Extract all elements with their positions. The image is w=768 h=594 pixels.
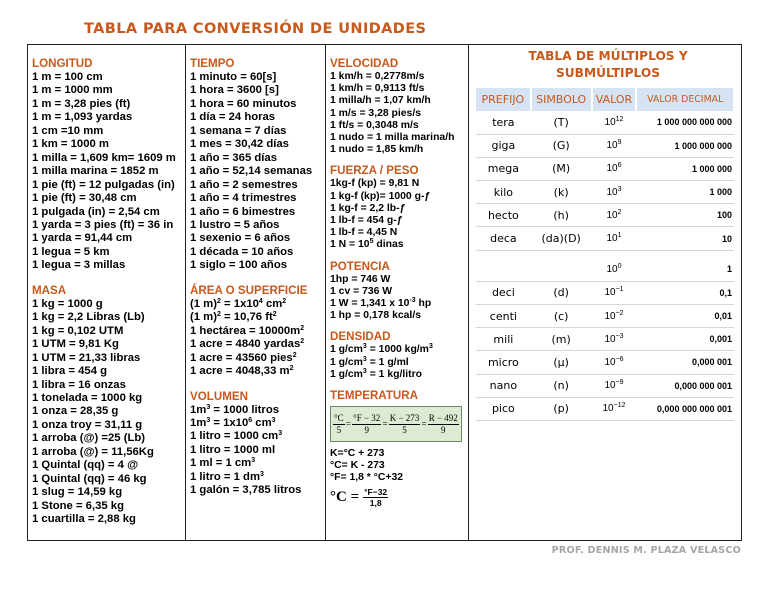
area-item — [190, 325, 324, 338]
masa-item: 1 onza troy = 31,11 g — [32, 418, 143, 431]
cell-prefijo: deca — [476, 227, 531, 250]
valor-base: 10 — [606, 263, 618, 275]
potencia-text: 1 W = 1,341 x 10 — [330, 298, 410, 310]
potencia-text: 1hp = 746 W — [330, 273, 391, 285]
table-row — [476, 305, 734, 328]
section-heading-velocidad: VELOCIDAD — [330, 57, 399, 70]
table-row — [476, 258, 734, 281]
area-item — [190, 352, 324, 365]
header-simbolo: SIMBOLO — [531, 88, 592, 111]
valor-base: 10 — [602, 403, 614, 415]
fuerza-item — [330, 203, 467, 215]
volumen-text: 1 litro = 1 dm — [190, 470, 260, 483]
fuerza-item — [330, 178, 467, 190]
valor-base: 10 — [604, 310, 616, 322]
celsius-formula — [330, 487, 467, 508]
table-row — [476, 157, 734, 180]
section-heading-fuerza: FUERZA / PESO — [330, 164, 419, 178]
table-row — [476, 111, 734, 134]
volumen-item — [190, 484, 324, 497]
cell-valor — [592, 258, 637, 281]
densidad-text: = 1000 kg/m — [366, 344, 429, 356]
longitud-item: 1 pie (ft) = 12 pulgadas (in) — [32, 178, 175, 191]
area-text: 1 hectárea = 10000m — [190, 324, 301, 337]
header-valor-decimal: VALOR DECIMAL — [636, 88, 734, 111]
cell-simbolo: (c) — [531, 305, 592, 328]
formula-denominator: 5 — [402, 424, 407, 435]
cell-prefijo: tera — [476, 111, 531, 134]
area-exponent: 2 — [282, 297, 287, 305]
masa-item: 1 libra = 16 onzas — [32, 378, 126, 391]
celsius-fraction-den: 1,8 — [369, 497, 382, 508]
tiempo-item: 1 año = 6 bimestres — [190, 205, 296, 218]
area-text: cm — [262, 297, 283, 310]
cell-valor — [592, 134, 637, 157]
tiempo-item: 1 año = 52,14 semanas — [190, 165, 313, 178]
tiempo-item: 1 minuto = 60[s] — [190, 71, 277, 83]
cell-valor — [592, 181, 637, 204]
tiempo-item: 1 día = 24 horas — [190, 111, 276, 124]
table-row — [476, 281, 734, 304]
area-exponent: 2 — [272, 311, 277, 319]
tiempo-item: 1 hora = 60 minutos — [190, 97, 297, 110]
masa-item: 1 slug = 14,59 kg — [32, 486, 123, 499]
densidad-item — [330, 369, 467, 381]
longitud-item: 1 m = 100 cm — [32, 71, 103, 83]
longitud-item: 1 yarda = 3 pies (ft) = 36 in — [32, 218, 174, 231]
valor-exponent: 1 — [617, 232, 622, 240]
valor-base: 10 — [606, 186, 618, 198]
fuerza-text: 1 lb-f = 4,45 N — [330, 227, 398, 239]
cell-valor-decimal: 100 — [636, 204, 734, 227]
valor-exponent: −9 — [615, 379, 624, 387]
potencia-item — [330, 310, 467, 322]
tiempo-item: 1 sexenio = 6 años — [190, 232, 291, 245]
table-row — [476, 397, 734, 420]
fuerza-list — [330, 178, 467, 251]
masa-item: 1 kg = 1000 g — [32, 297, 103, 310]
formula-equals: = — [345, 418, 351, 429]
formula-fraction — [352, 413, 381, 436]
potencia-item — [330, 298, 467, 310]
volumen-text: cm — [252, 416, 272, 429]
cell-valor-decimal: 1 — [636, 258, 734, 281]
area-text: = 1x10 — [220, 297, 259, 310]
longitud-item: 1 legua = 5 km — [32, 245, 110, 258]
masa-item: 1 UTM = 9,81 Kg — [32, 338, 119, 351]
velocidad-item: 1 nudo = 1,85 km/h — [330, 144, 424, 156]
cell-valor — [592, 111, 637, 134]
fuerza-text: 1 kg-f (kp)= 1000 g-ƒ — [330, 190, 431, 202]
area-item — [190, 365, 324, 378]
cell-prefijo: micro — [476, 351, 531, 374]
longitud-item: 1 km = 1000 m — [32, 138, 109, 151]
tiempo-list — [190, 71, 324, 273]
densidad-text: = 1 kg/litro — [366, 368, 422, 380]
area-text: 1 acre = 4048,33 m — [190, 365, 290, 378]
velocidad-item: 1 ft/s = 0,3048 m/s — [330, 119, 419, 131]
longitud-list — [32, 71, 182, 273]
cell-valor — [592, 351, 637, 374]
densidad-text: 1 g/cm — [330, 356, 363, 368]
cell-prefijo: mili — [476, 328, 531, 351]
column-velocidad-temperatura — [330, 57, 467, 508]
celsius-formula-lhs: °C = — [330, 489, 360, 506]
fuerza-text: 1 kg-f = 2,2 lb-ƒ — [330, 202, 406, 214]
masa-item: 1 arroba (@) =25 (Lb) — [32, 432, 146, 445]
masa-item: 1 kg = 0,102 UTM — [32, 324, 124, 337]
cell-simbolo: (p) — [531, 397, 592, 420]
volumen-exponent: 6 — [248, 416, 253, 424]
section-heading-longitud: LONGITUD — [32, 57, 93, 70]
cell-valor — [592, 157, 637, 180]
cell-prefijo: kilo — [476, 181, 531, 204]
formula-numerator: K − 273 — [389, 412, 420, 423]
potencia-item — [330, 274, 467, 286]
tiempo-item: 1 hora = 3600 [s] — [190, 84, 279, 97]
longitud-item: 1 yarda = 91,44 cm — [32, 232, 133, 245]
tiempo-item: 1 semana = 7 días — [190, 124, 287, 137]
header-prefijo: PREFIJO — [476, 88, 531, 111]
cell-simbolo: (h) — [531, 204, 592, 227]
area-exponent: 2 — [217, 297, 221, 305]
area-exponent: 2 — [292, 351, 297, 359]
cell-valor-decimal: 1 000 000 000 — [636, 134, 734, 157]
tiempo-item: 1 año = 2 semestres — [190, 178, 298, 191]
valor-exponent: −12 — [613, 402, 626, 410]
densidad-exponent: 3 — [428, 343, 433, 351]
velocidad-item: 1 m/s = 3,28 pies/s — [330, 107, 421, 119]
densidad-exponent: 3 — [362, 367, 367, 375]
fuerza-text: 1kg-f (kp) = 9,81 N — [330, 178, 420, 190]
longitud-item: 1 pie (ft) = 30,48 cm — [32, 192, 137, 205]
area-text: 1 acre = 4840 yardas — [190, 338, 301, 351]
table-spacer — [476, 250, 734, 258]
fuerza-item — [330, 191, 467, 203]
densidad-exponent: 3 — [362, 355, 367, 363]
valor-exponent: 6 — [617, 162, 622, 170]
table-row — [476, 204, 734, 227]
column-divider — [468, 44, 469, 541]
area-text: = 10,76 ft — [220, 311, 273, 324]
celsius-fraction — [363, 487, 388, 508]
temperatura-list — [330, 448, 467, 485]
valor-exponent: 0 — [617, 262, 622, 270]
volumen-exponent: 3 — [278, 430, 283, 438]
valor-base: 10 — [604, 116, 616, 128]
volumen-item — [190, 471, 324, 484]
cell-prefijo: pico — [476, 397, 531, 420]
area-exponent: 4 — [258, 297, 263, 305]
formula-fraction — [389, 413, 421, 436]
masa-list — [32, 298, 182, 527]
cell-valor-decimal: 1 000 000 — [636, 157, 734, 180]
fuerza-text: 1 N = 10 — [330, 239, 370, 251]
cell-valor-decimal: 1 000 000 000 000 — [636, 111, 734, 134]
volumen-text: 1 litro = 1000 cm — [190, 430, 279, 443]
densidad-text: 1 g/cm — [330, 368, 363, 380]
cell-valor — [592, 227, 637, 250]
column-divider — [325, 44, 326, 541]
longitud-item: 1 cm =10 mm — [32, 124, 104, 137]
cell-valor-decimal: 1 000 — [636, 181, 734, 204]
valor-exponent: −1 — [615, 286, 624, 294]
table-row — [476, 351, 734, 374]
fuerza-text: dinas — [373, 239, 404, 251]
column-divider — [185, 44, 186, 541]
area-text: (1 m) — [190, 311, 217, 324]
cell-prefijo: giga — [476, 134, 531, 157]
cell-valor — [592, 305, 637, 328]
valor-exponent: −2 — [615, 309, 624, 317]
longitud-item: 1 legua = 3 millas — [32, 259, 126, 272]
masa-item: 1 tonelada = 1000 kg — [32, 391, 143, 404]
temperatura-item: K=°C + 273 — [330, 448, 385, 460]
area-exponent: 2 — [217, 311, 221, 319]
tiempo-item: 1 lustro = 5 años — [190, 218, 280, 231]
area-text: (1 m) — [190, 297, 217, 310]
longitud-item: 1 milla marina = 1852 m — [32, 165, 159, 178]
cell-simbolo: (μ) — [531, 351, 592, 374]
multiplos-title — [475, 48, 741, 82]
cell-prefijo: mega — [476, 157, 531, 180]
valor-base: 10 — [604, 333, 616, 345]
valor-exponent: 2 — [617, 208, 622, 216]
table-row — [476, 328, 734, 351]
tiempo-item: 1 siglo = 100 años — [190, 259, 288, 272]
formula-numerator: °F − 32 — [353, 412, 381, 423]
area-list — [190, 298, 324, 379]
cell-simbolo: (n) — [531, 374, 592, 397]
section-heading-potencia: POTENCIA — [330, 259, 390, 273]
table-row — [476, 227, 734, 250]
valor-base: 10 — [604, 356, 616, 368]
table-row — [476, 134, 734, 157]
volumen-text: 1 ml = 1 cm — [190, 457, 252, 470]
formula-denominator: 9 — [441, 424, 446, 435]
multiplos-header-row — [476, 88, 734, 111]
densidad-exponent: 3 — [362, 343, 367, 351]
potencia-item — [330, 286, 467, 298]
author-credit: PROF. DENNIS M. PLAZA VELASCO — [551, 545, 741, 556]
velocidad-item: 1 milla/h = 1,07 km/h — [330, 95, 431, 107]
formula-equals: = — [421, 418, 427, 429]
masa-item: 1 Quintal (qq) = 4 @ — [32, 459, 139, 472]
masa-item: 1 libra = 454 g — [32, 365, 108, 378]
valor-exponent: 12 — [615, 115, 624, 123]
velocidad-item: 1 km/h = 0,9113 ft/s — [330, 83, 425, 95]
cell-simbolo: (T) — [531, 111, 592, 134]
valor-base: 10 — [606, 209, 618, 221]
area-exponent: 2 — [300, 338, 305, 346]
volumen-exponent: 3 — [206, 416, 211, 424]
masa-item: 1 UTM = 21,33 libras — [32, 351, 141, 364]
valor-base: 10 — [604, 380, 616, 392]
cell-prefijo: hecto — [476, 204, 531, 227]
section-heading-densidad: DENSIDAD — [330, 330, 391, 344]
cell-valor — [592, 281, 637, 304]
header-valor: VALOR — [592, 88, 637, 111]
cell-simbolo: (m) — [531, 328, 592, 351]
cell-valor — [592, 397, 637, 420]
valor-exponent: −6 — [615, 355, 624, 363]
densidad-text: = 1 g/ml — [366, 356, 409, 368]
section-heading-area: ÁREA O SUPERFICIE — [190, 283, 308, 297]
volumen-item — [190, 404, 324, 417]
formula-fraction — [333, 413, 345, 436]
longitud-item: 1 pulgada (in) = 2,54 cm — [32, 205, 160, 218]
cell-prefijo: deci — [476, 281, 531, 304]
cell-valor-decimal: 0,000 001 — [636, 351, 734, 374]
masa-item: 1 onza = 28,35 g — [32, 405, 119, 418]
temperature-formula — [330, 406, 462, 442]
cell-valor — [592, 328, 637, 351]
fuerza-item — [330, 215, 467, 227]
potencia-text: hp — [415, 298, 432, 310]
cell-valor — [592, 374, 637, 397]
volumen-item — [190, 417, 324, 430]
page-title: TABLA PARA CONVERSIÓN DE UNIDADES — [84, 21, 427, 37]
volumen-text: 1 galón = 3,785 litros — [190, 484, 302, 497]
velocidad-item: 1 km/h = 0,2778m/s — [330, 71, 425, 82]
cell-valor-decimal: 0,000 000 001 — [636, 374, 734, 397]
formula-equals: = — [382, 418, 388, 429]
volumen-text: 1m — [190, 403, 207, 416]
cell-valor-decimal: 0,01 — [636, 305, 734, 328]
cell-simbolo: (da)(D) — [531, 227, 592, 250]
masa-item: 1 Quintal (qq) = 46 kg — [32, 472, 147, 485]
column-longitud-masa — [32, 57, 182, 527]
cell-simbolo: (M) — [531, 157, 592, 180]
volumen-text: 1m — [190, 416, 207, 429]
tiempo-item: 1 año = 365 días — [190, 151, 277, 164]
multiplos-title-line1: TABLA DE MÚLTIPLOS Y — [528, 49, 688, 63]
volumen-text: = 1x10 — [210, 416, 249, 429]
potencia-text: 1 cv = 736 W — [330, 285, 393, 297]
column-tiempo-area-volumen — [190, 57, 324, 498]
temperatura-item: °C= K - 273 — [330, 460, 385, 472]
volumen-item — [190, 444, 324, 457]
volumen-exponent: 3 — [271, 416, 276, 424]
volumen-text: 1 litro = 1000 ml — [190, 443, 276, 456]
celsius-fraction-num: °F−32 — [364, 486, 388, 497]
densidad-item — [330, 357, 467, 369]
masa-item: 1 kg = 2,2 Libras (Lb) — [32, 311, 145, 324]
cell-simbolo — [531, 258, 592, 281]
longitud-item: 1 m = 3,28 pies (ft) — [32, 97, 131, 110]
volumen-item — [190, 430, 324, 443]
densidad-list — [330, 344, 467, 381]
tiempo-item: 1 año = 4 trimestres — [190, 192, 297, 205]
longitud-item: 1 m = 1,093 yardas — [32, 111, 133, 124]
area-item — [190, 298, 324, 311]
formula-numerator: °C — [334, 412, 344, 423]
temperatura-item: °F= 1,8 * °C+32 — [330, 472, 404, 484]
valor-base: 10 — [606, 140, 618, 152]
cell-valor-decimal: 10 — [636, 227, 734, 250]
area-exponent: 2 — [300, 324, 305, 332]
fuerza-text: 1 lb-f = 454 g-ƒ — [330, 215, 403, 227]
valor-exponent: −3 — [615, 332, 624, 340]
potencia-text: 1 hp = 0,178 kcal/s — [330, 310, 421, 322]
tiempo-item: 1 década = 10 años — [190, 245, 294, 258]
longitud-item: 1 milla = 1,609 km= 1609 m — [32, 151, 176, 164]
volumen-exponent: 3 — [206, 403, 211, 411]
densidad-text: 1 g/cm — [330, 344, 363, 356]
cell-valor-decimal: 0,1 — [636, 281, 734, 304]
cell-prefijo: centi — [476, 305, 531, 328]
area-item — [190, 338, 324, 351]
fuerza-item — [330, 239, 467, 251]
cell-simbolo: (G) — [531, 134, 592, 157]
section-heading-volumen: VOLUMEN — [190, 389, 248, 403]
volumen-list — [190, 404, 324, 498]
formula-fraction — [428, 413, 459, 436]
valor-base: 10 — [606, 163, 618, 175]
cell-simbolo: (k) — [531, 181, 592, 204]
tiempo-item: 1 mes = 30,42 días — [190, 138, 289, 151]
velocidad-list — [330, 71, 467, 156]
formula-numerator: R − 492 — [428, 412, 458, 423]
section-heading-masa: MASA — [32, 283, 67, 297]
valor-exponent: 9 — [617, 139, 622, 147]
table-row — [476, 374, 734, 397]
area-exponent: 2 — [289, 365, 294, 373]
volumen-exponent: 3 — [260, 470, 264, 478]
formula-denominator: 9 — [364, 424, 369, 435]
multiplos-table — [476, 88, 735, 421]
area-text: 1 acre = 43560 pies — [190, 351, 293, 364]
velocidad-item: 1 nudo = 1 milla marina/h — [330, 132, 455, 144]
area-item — [190, 311, 324, 324]
cell-prefijo — [476, 258, 531, 281]
volumen-text: = 1000 litros — [210, 403, 279, 416]
multiplos-title-line2: SUBMÚLTIPLOS — [556, 66, 660, 80]
valor-base: 10 — [606, 233, 618, 245]
cell-prefijo: nano — [476, 374, 531, 397]
fuerza-item — [330, 227, 467, 239]
densidad-item — [330, 344, 467, 356]
cell-valor-decimal: 0,000 000 000 001 — [636, 397, 734, 420]
potencia-list — [330, 274, 467, 323]
table-row — [476, 181, 734, 204]
formula-denominator: 5 — [336, 424, 342, 435]
cell-valor-decimal: 0,001 — [636, 328, 734, 351]
section-heading-tiempo: TIEMPO — [190, 57, 235, 70]
fuerza-exponent: 5 — [369, 238, 374, 246]
section-heading-temperatura: TEMPERATURA — [330, 389, 419, 403]
valor-exponent: 3 — [617, 185, 622, 193]
masa-item: 1 Stone = 6,35 kg — [32, 499, 124, 512]
volumen-exponent: 3 — [251, 457, 256, 465]
cell-valor — [592, 204, 637, 227]
volumen-item — [190, 457, 324, 470]
potencia-exponent: -3 — [409, 297, 416, 305]
cell-simbolo: (d) — [531, 281, 592, 304]
masa-item: 1 arroba (@) = 11,56Kg — [32, 445, 154, 458]
masa-item: 1 cuartilla = 2,88 kg — [32, 513, 136, 526]
longitud-item: 1 m = 1000 mm — [32, 84, 113, 97]
valor-base: 10 — [604, 287, 616, 299]
